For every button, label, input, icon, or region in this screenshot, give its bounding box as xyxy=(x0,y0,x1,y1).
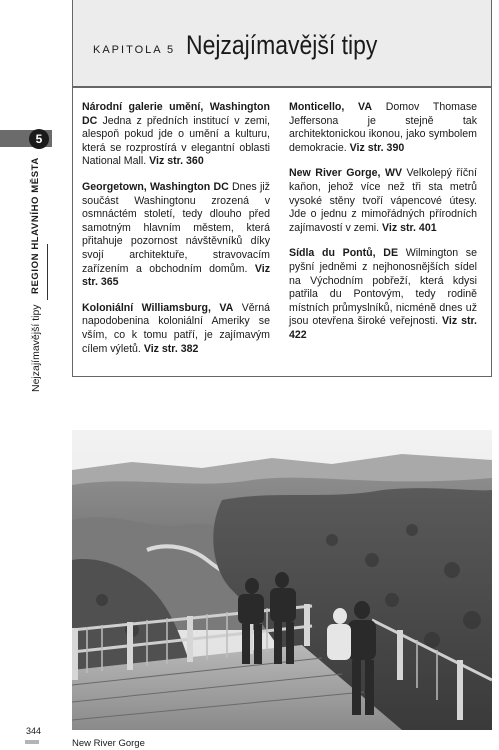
tip-text: Jedna z předních institucí v zemi, alespoň pokud jde o umění a kulturu, která se rozprostírá v elegantní oblasti National Mall. xyxy=(82,114,270,168)
tip-item xyxy=(82,302,270,356)
side-region-text: REGION HLAVNÍHO MĚSTA xyxy=(30,157,41,294)
tip-item xyxy=(289,247,477,342)
tip-text: Domov Thomase Jeffersona je stejně tak architektonickou ikonou, jako symbolem demokracie. xyxy=(289,101,478,154)
chapter-header xyxy=(72,0,492,87)
tip-item xyxy=(82,181,270,290)
page-number-bar xyxy=(25,740,39,744)
page-number: 344 xyxy=(26,726,42,736)
tip-page-ref: Viz str. 382 xyxy=(143,342,199,355)
chapter-number-badge: 5 xyxy=(29,129,49,149)
tip-page-ref: Viz str. 365 xyxy=(82,262,270,289)
tip-text: Věrná napodobenina koloniální Ameriky se vším, co k tomu patří, je zajímavým cílem výletů. xyxy=(82,301,270,355)
tip-page-ref: Viz str. 360 xyxy=(149,155,204,168)
side-section-label xyxy=(30,300,44,392)
chapter-label: KAPITOLA 5 xyxy=(93,44,176,56)
gorge-photo-illustration xyxy=(72,430,492,730)
side-region-label xyxy=(30,158,44,294)
tip-text: Velkolepý říční kaňon, jehož více než tři sta metrů vysoké stěny tvoří vápencové útesy. Jde o jednu z mimořádných přírodních zajímavostí v zemi. xyxy=(289,167,477,234)
tip-item xyxy=(289,167,477,235)
tips-column-right xyxy=(289,101,477,355)
tips-column-left xyxy=(82,101,270,368)
side-section-text: Nejzajímavější tipy xyxy=(30,304,42,392)
tip-name: New River Gorge, WV xyxy=(289,167,403,180)
side-divider xyxy=(47,244,48,300)
tip-name: Monticello, VA xyxy=(289,101,372,113)
photo-new-river-gorge xyxy=(72,430,492,730)
tip-item xyxy=(289,101,477,155)
tip-text: Wilmington se pyšní jedněmi z nejhonosnějších sídel na Východním pobřeží, která kdysi patřila du Pontovým, tedy rodině místních průmyslníků, nicméně dnes už jsou otevřena široké veřejnosti. xyxy=(289,247,477,328)
chapter-title: Nejzajímavější tipy xyxy=(186,30,378,60)
tip-name: Georgetown, Washington DC xyxy=(82,180,229,193)
tip-page-ref: Viz str. 422 xyxy=(289,315,477,341)
tip-text: Dnes již součást Washingtonu zrozená v osmnáctém století, tedy dlouho před samotným hlavním městem, která přitahuje pozornost návštěvníků díky svojí architektuře, stravovacím zařízením a obchodním domům. xyxy=(82,180,270,275)
tip-item xyxy=(82,101,270,169)
tip-page-ref: Viz str. 401 xyxy=(382,221,437,234)
tips-box xyxy=(72,87,492,377)
photo-caption: New River Gorge xyxy=(72,738,145,749)
tip-name: Koloniální Williamsburg, VA xyxy=(82,301,234,314)
tip-name: Národní galerie umění, Washington DC xyxy=(82,101,270,127)
tip-page-ref: Viz str. 390 xyxy=(349,141,405,154)
tip-name: Sídla du Pontů, DE xyxy=(289,247,399,260)
